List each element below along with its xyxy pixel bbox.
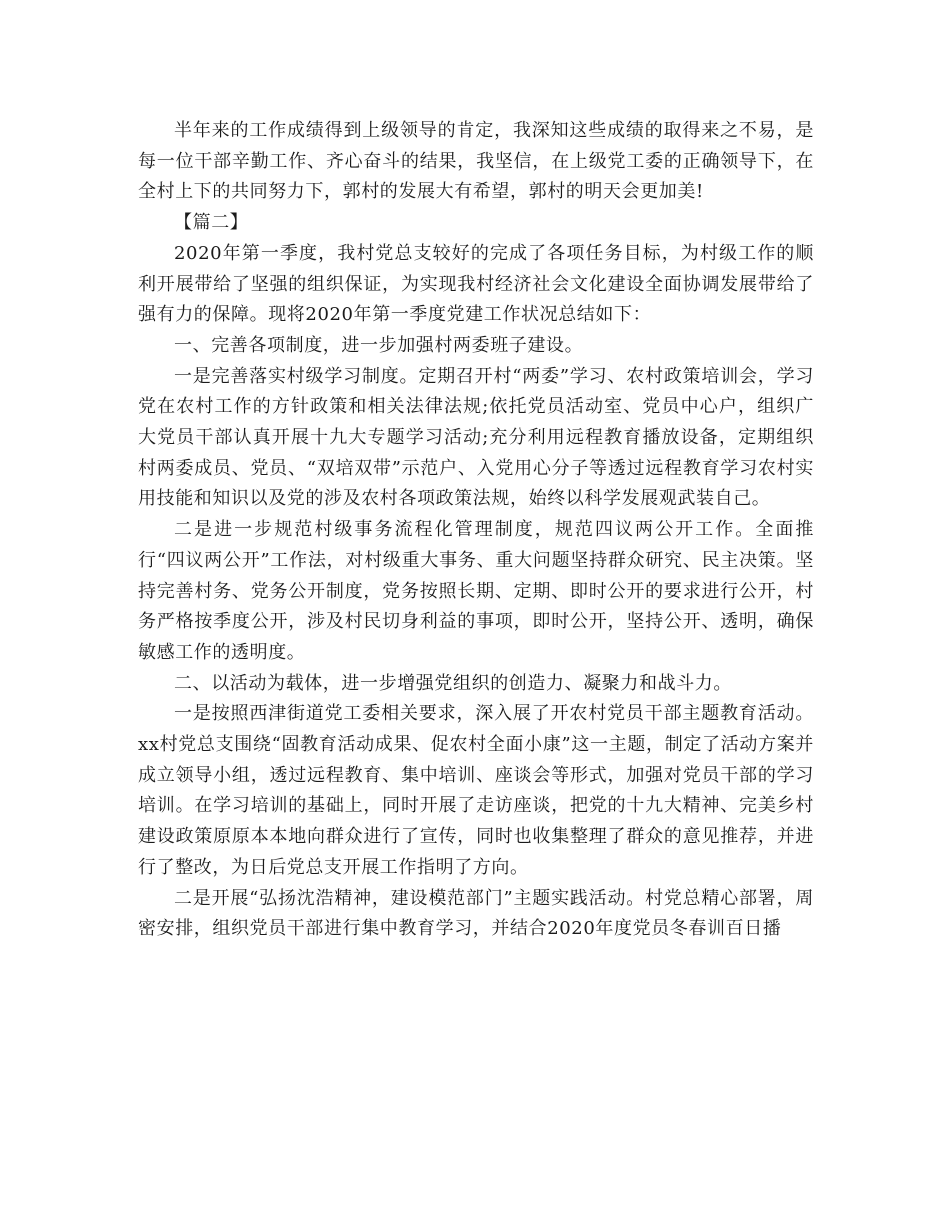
paragraph-study-system: 一是完善落实村级学习制度。定期召开村“两委”学习、农村政策培训会，学习党在农村工作的方针政策和相关法律法规;依托党员活动室、党员中心户，组织广大党员干部认真开展十九大专题学习活动;充分利用远程教育播放设备，定期组织村两委成员、党员、“双培双带”示范户、入党用心分子等透过远程教育学习农村实用技能和知识以及党的涉及农村各项政策法规，始终以科学发展观武装自己。	[138, 365, 814, 510]
paragraph-practice-activity: 二是开展“弘扬沈浩精神，建设模范部门”主题实践活动。村党总精心部署，周密安排，组织党员干部进行集中教育学习，并结合2020年度党员冬春训百日播	[138, 887, 814, 940]
paragraph-heading-two: 二、以活动为载体，进一步增强党组织的创造力、凝聚力和战斗力。	[174, 672, 732, 694]
paragraph-heading-one: 一、完善各项制度，进一步加强村两委班子建设。	[174, 334, 584, 356]
section-heading-part-two: 【篇二】	[174, 212, 249, 234]
paragraph-affairs-management: 二是进一步规范村级事务流程化管理制度，规范四议两公开工作。全面推行“四议两公开”工作法，对村级重大事务、重大问题坚持群众研究、民主决策。坚持完善村务、党务公开制度，党务按照长期、定期、即时公开的要求进行公开，村务严格按季度公开，涉及村民切身利益的事项，即时公开，坚持公开、透明，确保敏感工作的透明度。	[138, 519, 814, 663]
paragraph-closing-summary: 半年来的工作成绩得到上级领导的肯定，我深知这些成绩的取得来之不易，是每一位干部辛勤工作、齐心奋斗的结果，我坚信，在上级党工委的正确领导下，在全村上下的共同努力下，郭村的发展大有希望，郭村的明天会更加美!	[138, 120, 814, 203]
paragraph-intro: 2020年第一季度，我村党总支较好的完成了各项任务目标，为村级工作的顺利开展带给了坚强的组织保证，为实现我村经济社会文化建设全面协调发展带给了强有力的保障。现将2020年第一季度党建工作状况总结如下：	[138, 242, 814, 326]
paragraph-theme-education: 一是按照西津街道党工委相关要求，深入展了开农村党员干部主题教育活动。xx村党总支围绕“固教育活动成果、促农村全面小康”这一主题，制定了活动方案并成立领导小组，透过远程教育、集中培训、座谈会等形式，加强对党员干部的学习培训。在学习培训的基础上，同时开展了走访座谈，把党的十九大精神、完美乡村建设政策原原本本地向群众进行了宣传，同时也收集整理了群众的意见推荐，并进行了整改，为日后党总支开展工作指明了方向。	[138, 703, 814, 878]
document-body	[138, 116, 814, 945]
